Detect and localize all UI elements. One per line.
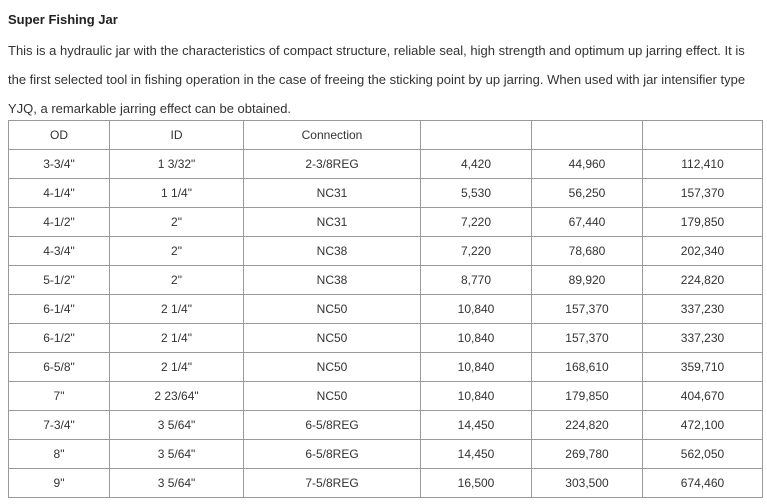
cell-col-6: 337,230 [643,295,763,324]
cell-col-6: 157,370 [643,179,763,208]
table-row [9,237,763,266]
cell-col-5: 56,250 [532,179,643,208]
cell-connection: NC50 [244,324,421,353]
cell-id: 2 23/64" [110,382,244,411]
cell-od: 6-1/4" [9,295,110,324]
cell-id: 2 1/4" [110,295,244,324]
cell-id: 3 5/64" [110,440,244,469]
cell-col-5: 78,680 [532,237,643,266]
cell-connection: 6-5/8REG [244,440,421,469]
cell-col-5: 67,440 [532,208,643,237]
cell-connection: NC38 [244,266,421,295]
cell-od: 7" [9,382,110,411]
cell-od: 6-1/2" [9,324,110,353]
cell-id: 1 1/4" [110,179,244,208]
cell-col-5: 157,370 [532,324,643,353]
table-row [9,208,763,237]
cell-id: 2 1/4" [110,353,244,382]
header-id: ID [110,121,244,150]
header-od: OD [9,121,110,150]
cell-od: 3-3/4" [9,150,110,179]
cell-col-6: 337,230 [643,324,763,353]
cell-id: 2" [110,266,244,295]
table-row [9,150,763,179]
cell-col-6: 404,670 [643,382,763,411]
cell-col-6: 179,850 [643,208,763,237]
cell-col-5: 157,370 [532,295,643,324]
cell-col-4: 7,220 [421,237,532,266]
cell-connection: NC50 [244,353,421,382]
product-description: This is a hydraulic jar with the characteristics of compact structure, reliable seal, high strength and optimum up jarring effect. It is the first selected tool in fishing operation in the case of freeing the sticking point by up jarring. When used with jar intensifier type YJQ, a remarkable jarring effect can be obtained. [8,43,746,116]
cell-col-5: 168,610 [532,353,643,382]
cell-connection: NC50 [244,382,421,411]
cell-id: 2" [110,208,244,237]
header-col-5 [532,121,643,150]
cell-col-6: 224,820 [643,266,763,295]
table-row [9,382,763,411]
cell-od: 7-3/4" [9,411,110,440]
cell-col-6: 562,050 [643,440,763,469]
table-row [9,295,763,324]
cell-col-6: 359,710 [643,353,763,382]
table-row [9,324,763,353]
cell-col-4: 8,770 [421,266,532,295]
cell-od: 4-1/4" [9,179,110,208]
cell-connection: 2-3/8REG [244,150,421,179]
table-row [9,440,763,469]
cell-id: 3 5/64" [110,469,244,498]
cell-col-4: 5,530 [421,179,532,208]
cell-od: 4-1/2" [9,208,110,237]
cell-connection: NC31 [244,179,421,208]
cell-col-4: 14,450 [421,411,532,440]
cell-col-4: 10,840 [421,324,532,353]
cell-connection: NC31 [244,208,421,237]
table-row [9,266,763,295]
cell-od: 5-1/2" [9,266,110,295]
cell-id: 2" [110,237,244,266]
table-header-row [9,121,763,150]
cell-col-4: 16,500 [421,469,532,498]
page-title: Super Fishing Jar [8,12,118,27]
cell-id: 3 5/64" [110,411,244,440]
table-body [9,150,763,498]
cell-col-4: 10,840 [421,382,532,411]
header-col-4 [421,121,532,150]
cell-col-4: 10,840 [421,353,532,382]
cell-col-4: 7,220 [421,208,532,237]
cell-od: 9" [9,469,110,498]
table-row [9,353,763,382]
cell-col-5: 224,820 [532,411,643,440]
cell-od: 8" [9,440,110,469]
cell-col-5: 303,500 [532,469,643,498]
cell-connection: NC38 [244,237,421,266]
cell-col-6: 112,410 [643,150,763,179]
cell-id: 1 3/32" [110,150,244,179]
cell-col-6: 202,340 [643,237,763,266]
cell-col-6: 472,100 [643,411,763,440]
cell-col-5: 44,960 [532,150,643,179]
cell-col-4: 14,450 [421,440,532,469]
table-row [9,411,763,440]
cell-col-6: 674,460 [643,469,763,498]
cell-col-4: 4,420 [421,150,532,179]
cell-connection: 7-5/8REG [244,469,421,498]
cell-connection: 6-5/8REG [244,411,421,440]
cell-col-5: 179,850 [532,382,643,411]
cell-connection: NC50 [244,295,421,324]
table-row [9,179,763,208]
cell-id: 2 1/4" [110,324,244,353]
header-connection: Connection [244,121,421,150]
cell-col-5: 89,920 [532,266,643,295]
table-row [9,469,763,498]
specification-table [8,120,763,498]
cell-col-4: 10,840 [421,295,532,324]
cell-od: 6-5/8" [9,353,110,382]
cell-od: 4-3/4" [9,237,110,266]
header-col-6 [643,121,763,150]
cell-col-5: 269,780 [532,440,643,469]
